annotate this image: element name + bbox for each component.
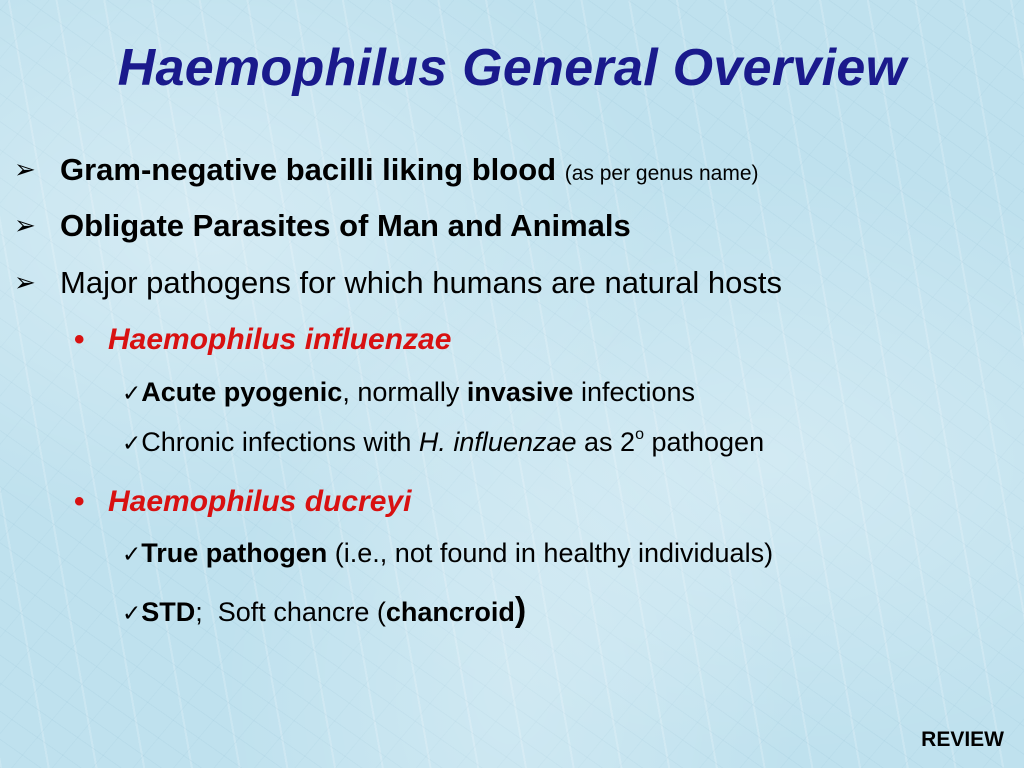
superscript: o — [635, 426, 644, 443]
point-bold: chancroid — [385, 597, 515, 627]
arrowhead-bullet-icon: ➢ — [14, 268, 36, 298]
arrowhead-bullet-icon: ➢ — [14, 155, 36, 185]
bullet-note: (as per genus name) — [564, 162, 759, 185]
point-bold: Acute pyogenic — [141, 377, 343, 407]
closing-paren: ) — [514, 591, 527, 629]
species-name: Haemophilus ducreyi — [108, 485, 412, 518]
bullet-obligate-parasites — [14, 208, 631, 244]
slide-title: Haemophilus General Overview — [117, 39, 907, 97]
bullet-major-pathogens — [14, 265, 782, 301]
point-true-pathogen — [122, 538, 773, 569]
checkmark-icon: ✓ — [122, 601, 142, 627]
point-italic: H. influenzae — [418, 427, 577, 457]
point-text: as 2 — [576, 427, 636, 457]
point-text: Chronic infections with — [141, 427, 419, 457]
point-text: infections — [573, 377, 696, 407]
bullet-text: Obligate Parasites of Man and Animals — [60, 208, 631, 243]
species-influenzae — [74, 323, 451, 357]
dot-bullet-icon: • — [74, 323, 85, 356]
checkmark-icon: ✓ — [122, 431, 142, 457]
point-bold: STD — [141, 597, 196, 627]
point-chronic-infections — [122, 426, 764, 458]
bullet-text: Gram-negative bacilli liking blood — [60, 152, 557, 187]
checkmark-icon: ✓ — [122, 542, 142, 568]
checkmark-icon: ✓ — [122, 381, 142, 407]
point-bold: True pathogen — [141, 538, 328, 568]
arrowhead-bullet-icon: ➢ — [14, 211, 36, 241]
point-acute-pyogenic — [122, 377, 695, 408]
bullet-gram-negative — [14, 152, 759, 188]
point-text: , normally — [342, 377, 467, 407]
point-bold: invasive — [466, 377, 574, 407]
species-ducreyi — [74, 485, 411, 519]
dot-bullet-icon: • — [74, 485, 85, 518]
review-label: REVIEW — [921, 728, 1004, 751]
point-text: pathogen — [643, 427, 765, 457]
species-name: Haemophilus influenzae — [108, 323, 452, 356]
point-std — [122, 591, 526, 630]
point-text: (i.e., not found in healthy individuals) — [327, 538, 774, 568]
bullet-text: Major pathogens for which humans are natural hosts — [60, 265, 783, 300]
point-text: ; Soft chancre ( — [195, 597, 386, 627]
